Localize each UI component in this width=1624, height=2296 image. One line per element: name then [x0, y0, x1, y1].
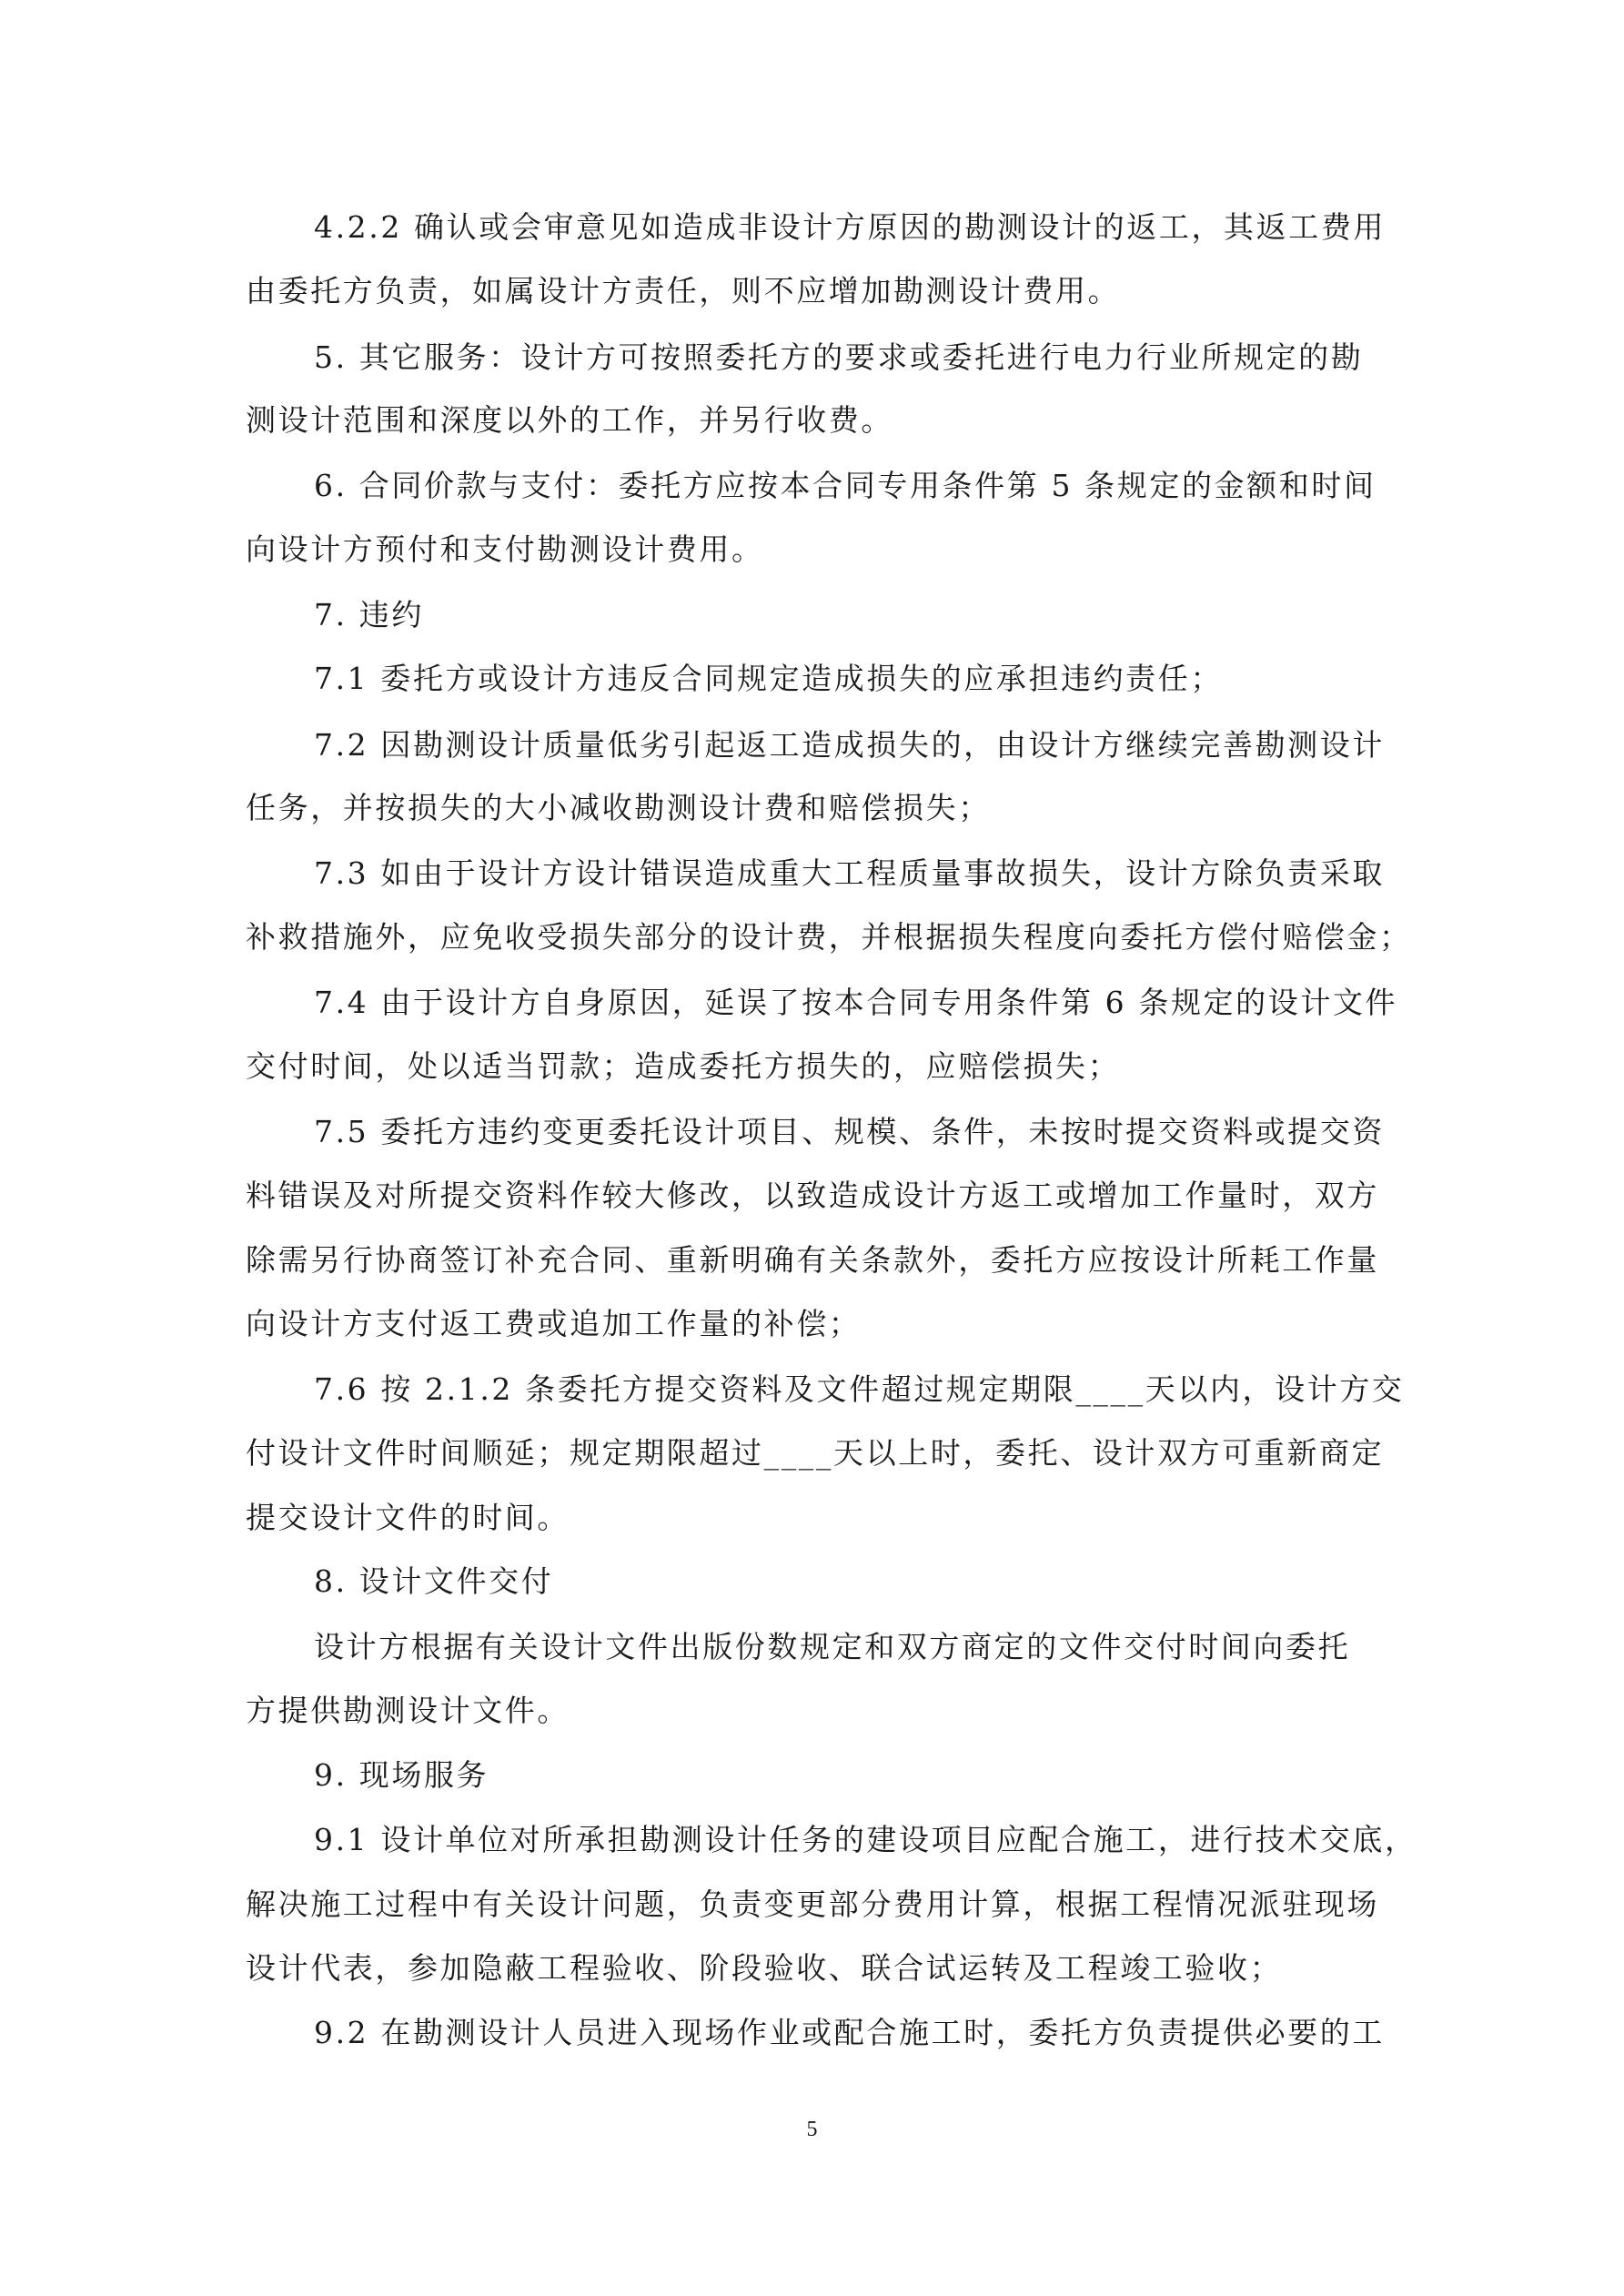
- text-line: 5. 其它服务：设计方可按照委托方的要求或委托进行电力行业所规定的勘: [314, 339, 1364, 375]
- text-line: 4.2.2 确认或会审意见如造成非设计方原因的勘测设计的返工，其返工费用: [314, 209, 1387, 245]
- page-number: 5: [806, 2118, 818, 2141]
- text-line: 付设计文件时间顺延；规定期限超过____天以上时，委托、设计双方可重新商定: [246, 1435, 1385, 1471]
- text-line: 7.6 按 2.1.2 条委托方提交资料及文件超过规定期限____天以内，设计方交: [314, 1371, 1405, 1407]
- text-line: 料错误及对所提交资料作较大修改，以致造成设计方返工或增加工作量时，双方: [246, 1178, 1379, 1213]
- text-line: 提交设计文件的时间。: [246, 1500, 570, 1535]
- text-line: 6. 合同价款与支付：委托方应按本合同专用条件第 5 条规定的金额和时间: [314, 468, 1377, 503]
- text-line: 向设计方预付和支付勘测设计费用。: [246, 531, 764, 567]
- text-line: 除需另行协商签订补充合同、重新明确有关条款外，委托方应按设计所耗工作量: [246, 1242, 1379, 1278]
- text-line: 设计方根据有关设计文件出版份数规定和双方商定的文件交付时间向委托: [314, 1629, 1351, 1664]
- text-line: 测设计范围和深度以外的工作，并另行收费。: [246, 402, 893, 438]
- text-line: 交付时间，处以适当罚款；造成委托方损失的，应赔偿损失；: [246, 1048, 1121, 1084]
- text-line: 7.1 委托方或设计方违反合同规定造成损失的应承担违约责任；: [314, 661, 1223, 696]
- text-line: 9.1 设计单位对所承担勘测设计任务的建设项目应配合施工，进行技术交底，: [314, 1822, 1417, 1857]
- text-line: 向设计方支付返工费或追加工作量的补偿；: [246, 1306, 862, 1341]
- text-line: 7. 违约: [314, 597, 424, 632]
- text-line: 任务，并按损失的大小减收勘测设计费和赔偿损失；: [246, 790, 991, 825]
- text-line: 9.2 在勘测设计人员进入现场作业或配合施工时，委托方负责提供必要的工: [314, 2015, 1385, 2050]
- text-line: 7.4 由于设计方自身原因，延误了按本合同专用条件第 6 条规定的设计文件: [314, 985, 1398, 1020]
- text-line: 7.2 因勘测设计质量低劣引起返工造成损失的，由设计方继续完善勘测设计: [314, 727, 1385, 763]
- text-line: 7.5 委托方违约变更委托设计项目、规模、条件，未按时提交资料或提交资: [314, 1114, 1385, 1149]
- text-line: 设计代表，参加隐蔽工程验收、阶段验收、联合试运转及工程竣工验收；: [246, 1950, 1283, 1986]
- text-line: 补救措施外，应免收受损失部分的设计费，并根据损失程度向委托方偿付赔偿金；: [246, 919, 1412, 955]
- text-line: 8. 设计文件交付: [314, 1563, 554, 1599]
- text-line: 方提供勘测设计文件。: [246, 1693, 570, 1728]
- text-line: 7.3 如由于设计方设计错误造成重大工程质量事故损失，设计方除负责采取: [314, 855, 1385, 891]
- text-line: 由委托方负责，如属设计方责任，则不应增加勘测设计费用。: [246, 273, 1121, 308]
- text-line: 解决施工过程中有关设计问题，负责变更部分费用计算，根据工程情况派驻现场: [246, 1886, 1379, 1922]
- text-line: 9. 现场服务: [314, 1757, 489, 1793]
